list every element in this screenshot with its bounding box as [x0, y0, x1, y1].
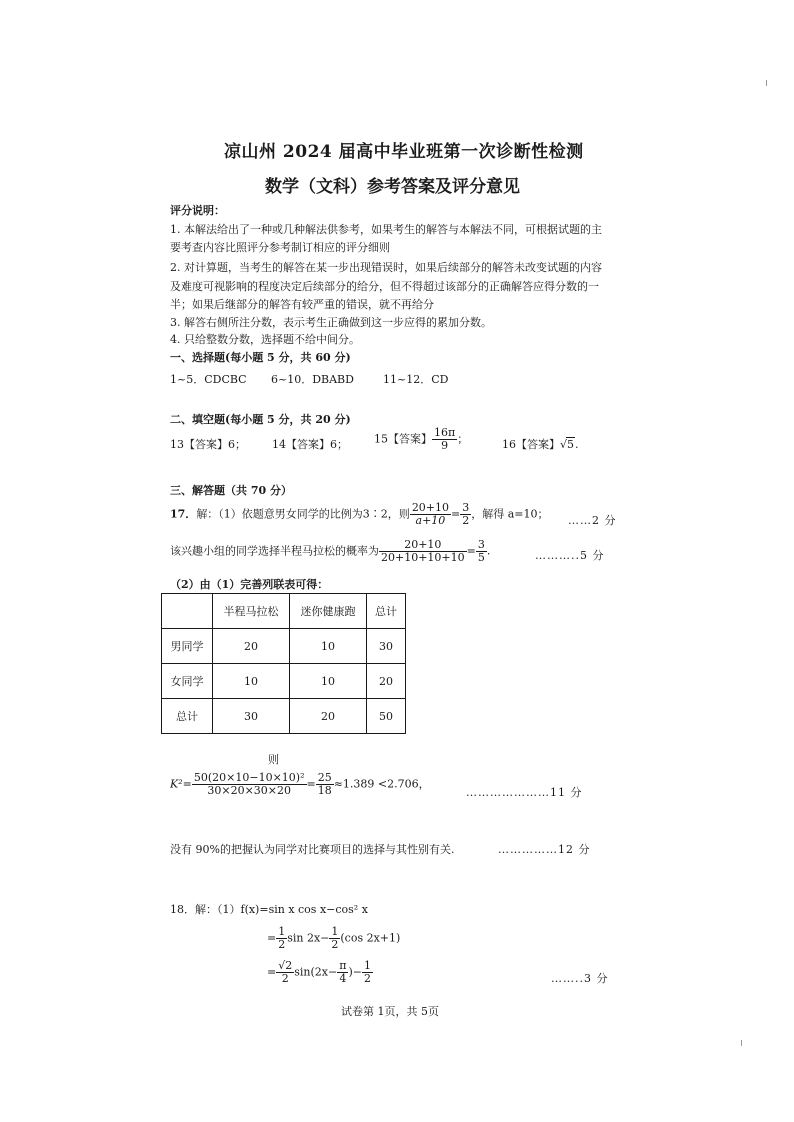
- fraction: [410, 502, 451, 527]
- score-mark: ………..5 分: [535, 549, 605, 562]
- table-cell: 30: [367, 629, 406, 664]
- fraction: [337, 960, 348, 985]
- fraction: [276, 960, 294, 985]
- sqrt-sign: √: [560, 438, 568, 451]
- text: sin(2x−: [294, 965, 338, 979]
- table-cell: 10: [290, 629, 367, 664]
- fraction: [276, 926, 287, 951]
- scoring-note-line: 1. 本解法给出了一种或几种解法供参考，如果考生的解答与本解法不同，可根据试题的主: [170, 223, 602, 236]
- table-cell: 30: [213, 699, 290, 734]
- scan-mark: [766, 80, 767, 86]
- table-header-cell: 半程马拉松: [213, 594, 290, 629]
- table-cell: 女同学: [162, 664, 213, 699]
- k-squared-symbol: K²: [170, 777, 183, 791]
- numerator: 50(20×10−10×10)²: [193, 771, 305, 784]
- table-cell: 20: [213, 629, 290, 664]
- choice-answer: 1~5．CDCBC: [170, 373, 247, 386]
- choice-answer: 11~12．CD: [383, 373, 449, 386]
- q17-line-1: [170, 502, 549, 527]
- fill-answer-15: [374, 427, 468, 452]
- text: )−: [348, 965, 362, 979]
- section-heading: 三、解答题（共 70 分）: [170, 484, 292, 497]
- numerator: √2: [278, 959, 293, 972]
- text: (cos 2x+1): [340, 931, 401, 945]
- scan-mark: [741, 1040, 742, 1046]
- equals: =: [267, 965, 277, 979]
- scoring-note-line: 要考查内容比照评分参考制订相应的评分细则: [170, 241, 390, 254]
- scoring-note-line: 半；如果后继部分的解答有较严重的错误，就不再给分: [170, 298, 434, 311]
- q18-line-1: 18．解：（1）f(x)=sin x cos x−cos² x: [170, 903, 368, 916]
- table-header-cell: 迷你健康跑: [290, 594, 367, 629]
- denominator: 30×20×30×20: [207, 784, 291, 798]
- fraction: [476, 539, 487, 564]
- table-header-cell: 总计: [367, 594, 406, 629]
- denominator: a+10: [415, 514, 446, 528]
- denominator: 9: [441, 439, 449, 453]
- q18-step-2: [267, 960, 373, 985]
- scoring-notes-heading: 评分说明：: [170, 204, 225, 217]
- then-label: 则: [268, 753, 279, 766]
- numerator: 3: [477, 538, 485, 551]
- scoring-note-line: 4. 只给整数分数，选择题不给中间分。: [170, 333, 360, 346]
- fraction: [316, 772, 334, 797]
- table-cell: 10: [290, 664, 367, 699]
- table-header-row: [162, 594, 406, 629]
- equals: =: [451, 507, 461, 521]
- text: 该兴趣小组的同学选择半程马拉松的概率为: [170, 544, 379, 558]
- table-cell: 50: [367, 699, 406, 734]
- numerator: π: [339, 959, 347, 972]
- answer-label: 15【答案】: [374, 432, 432, 446]
- fill-answer-13: 13【答案】6；: [170, 438, 246, 451]
- choice-answer: 6~10．DBABD: [271, 373, 354, 386]
- contingency-table: [161, 593, 406, 734]
- denominator: 20+10+10+10: [381, 551, 465, 565]
- score-mark: ……………12 分: [498, 843, 591, 856]
- section-heading: 二、填空题(每小题 5 分，共 20 分): [170, 413, 351, 426]
- equals: =: [466, 544, 476, 558]
- radicand: 5: [567, 438, 575, 451]
- numerator: 20+10: [379, 539, 467, 552]
- fraction: [362, 960, 373, 985]
- score-mark: ……2 分: [568, 514, 617, 527]
- q18-step-1: [267, 926, 400, 951]
- score-mark: …………………11 分: [466, 786, 583, 799]
- text: ≈1.389 <2.706，: [333, 777, 430, 791]
- fraction: [329, 926, 340, 951]
- fill-answer-14: 14【答案】6；: [272, 438, 348, 451]
- page-title: 凉山州 2024 届高中毕业班第一次诊断性检测: [224, 142, 584, 162]
- denominator: 4: [339, 972, 347, 986]
- numerator: 1: [331, 925, 339, 938]
- answer-label: 16【答案】: [502, 438, 560, 451]
- table-row: [162, 664, 406, 699]
- denominator: 2: [363, 972, 371, 986]
- table-cell: 男同学: [162, 629, 213, 664]
- table-cell: 10: [213, 664, 290, 699]
- scoring-note-line: 2. 对计算题，当考生的解答在某一步出现错误时，如果后续部分的解答未改变试题的内容: [170, 261, 602, 274]
- score-mark: ……..3 分: [551, 972, 609, 985]
- text: 解：（1）依题意男女同学的比例为3∶2，则: [196, 507, 410, 521]
- equals: =: [267, 931, 277, 945]
- fraction: [192, 772, 307, 797]
- fraction: [432, 427, 457, 452]
- numerator: 1: [278, 925, 286, 938]
- fraction: [379, 539, 467, 564]
- equals: =: [182, 777, 192, 791]
- denominator: 5: [477, 551, 485, 565]
- table-cell: 20: [290, 699, 367, 734]
- table-cell: 总计: [162, 699, 213, 734]
- table-cell: 20: [367, 664, 406, 699]
- q17-line-2: [170, 539, 490, 564]
- numerator: 16π: [434, 426, 456, 439]
- section-heading: 一、选择题(每小题 5 分，共 60 分): [170, 351, 351, 364]
- question-number: 17．: [170, 507, 197, 521]
- page-footer: 试卷第 1页，共 5页: [341, 1005, 439, 1018]
- answer-suffix: .: [575, 438, 579, 451]
- answer-suffix: ；: [457, 432, 469, 446]
- scoring-note-line: 及难度可视影响的程度决定后续部分的给分，但不得超过该部分的正确解答应得分数的一: [170, 280, 599, 293]
- numerator: 1: [363, 959, 371, 972]
- denominator: 2: [331, 938, 339, 952]
- numerator: 3: [462, 501, 470, 514]
- text: .: [486, 544, 491, 558]
- table-header-cell: [162, 594, 213, 629]
- k-squared-formula: [170, 772, 430, 797]
- q17-conclusion: 没有 90%的把握认为同学对比赛项目的选择与其性别有关.: [170, 843, 455, 856]
- text: sin 2x−: [287, 931, 330, 945]
- q17-part-2: （2）由（1）完善列联表可得：: [170, 578, 329, 591]
- fraction: [460, 502, 471, 527]
- table-row: [162, 629, 406, 664]
- denominator: 18: [317, 784, 332, 798]
- denominator: 2: [278, 938, 286, 952]
- fill-answer-16: [502, 436, 579, 452]
- denominator: 2: [281, 972, 289, 986]
- table-row: [162, 699, 406, 734]
- text: ，解得 a=10；: [471, 507, 549, 521]
- page-subtitle: 数学（文科）参考答案及评分意见: [265, 177, 520, 197]
- numerator: 25: [317, 771, 332, 784]
- equals: =: [306, 777, 316, 791]
- scoring-note-line: 3. 解答右侧所注分数，表示考生正确做到这一步应得的累加分数。: [170, 316, 492, 329]
- numerator: 20+10: [411, 501, 450, 514]
- denominator: 2: [462, 514, 470, 528]
